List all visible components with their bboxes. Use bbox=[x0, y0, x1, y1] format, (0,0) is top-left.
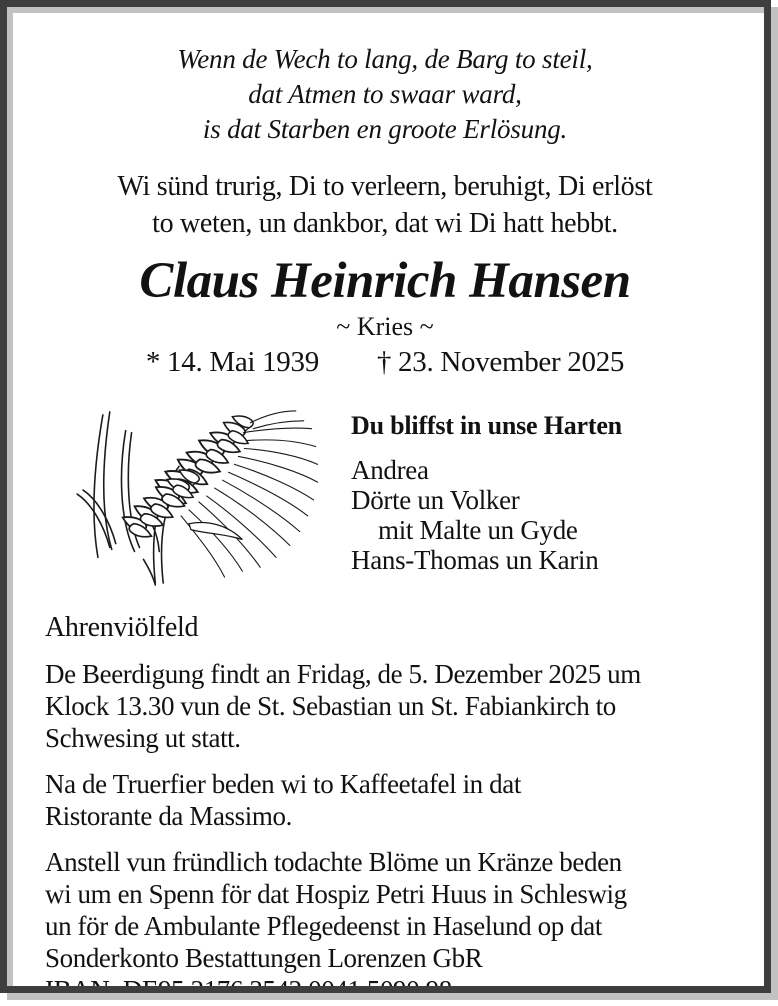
death-date: † 23. November 2025 bbox=[376, 346, 625, 378]
reception-line: Na de Truerfier beden wi to Kaffeetafel in dat bbox=[45, 769, 521, 799]
opening-verse bbox=[13, 42, 757, 147]
iban-line: IBAN: DE95 2176 3542 0041 5090 98. bbox=[45, 975, 459, 1005]
donation-request bbox=[45, 846, 699, 1006]
mourner-name: Andrea bbox=[351, 455, 429, 485]
reception-line: Ristorante da Massimo. bbox=[45, 801, 292, 831]
donation-line: wi um en Spenn för dat Hospiz Petri Huus in Schleswig bbox=[45, 879, 627, 909]
deceased-name: Claus Heinrich Hansen bbox=[139, 253, 631, 309]
burial-line: De Beerdigung findt an Fridag, de 5. Dezember 2025 um bbox=[45, 659, 641, 689]
verse-line: dat Atmen to swaar ward, bbox=[248, 79, 522, 109]
mourner-name: Dörte un Volker bbox=[351, 485, 520, 515]
memorial-row bbox=[39, 403, 757, 596]
obituary-page bbox=[13, 13, 757, 1005]
birth-date: * 14. Mai 1939 bbox=[145, 346, 319, 378]
farewell-block bbox=[351, 411, 622, 596]
burial-announcement bbox=[45, 658, 699, 754]
condolence-text bbox=[13, 168, 757, 242]
verse-line: is dat Starben en groote Erlösung. bbox=[202, 114, 568, 144]
condolence-line: Wi sünd trurig, Di to verleern, beruhigt, Di erlöst bbox=[117, 171, 653, 202]
donation-line: un för de Ambulante Pflegedeenst in Haselund op dat bbox=[45, 911, 602, 941]
reception-note bbox=[45, 768, 699, 832]
verse-line: Wenn de Wech to lang, de Barg to steil, bbox=[177, 44, 593, 74]
farewell-heading: Du bliffst in unse Harten bbox=[351, 411, 622, 440]
donation-line: Anstell vun fründlich todachte Blöme un Kränze beden bbox=[45, 847, 622, 877]
condolence-line: to weten, un dankbor, dat wi Di hatt hebbt. bbox=[152, 208, 618, 239]
burial-line: Schwesing ut statt. bbox=[45, 723, 241, 753]
donation-line: Sonderkonto Bestattungen Lorenzen GbR bbox=[45, 943, 483, 973]
place-name: Ahrenviölfeld bbox=[45, 612, 199, 643]
mourner-name: Hans-Thomas un Karin bbox=[351, 545, 599, 575]
wheat-illustration-icon bbox=[39, 403, 329, 596]
life-dates bbox=[13, 346, 757, 379]
mourner-name: mit Malte un Gyde bbox=[378, 515, 578, 545]
deceased-nickname: ~ Kries ~ bbox=[336, 312, 434, 341]
burial-line: Klock 13.30 vun de St. Sebastian un St. Fabiankirch to bbox=[45, 691, 616, 721]
